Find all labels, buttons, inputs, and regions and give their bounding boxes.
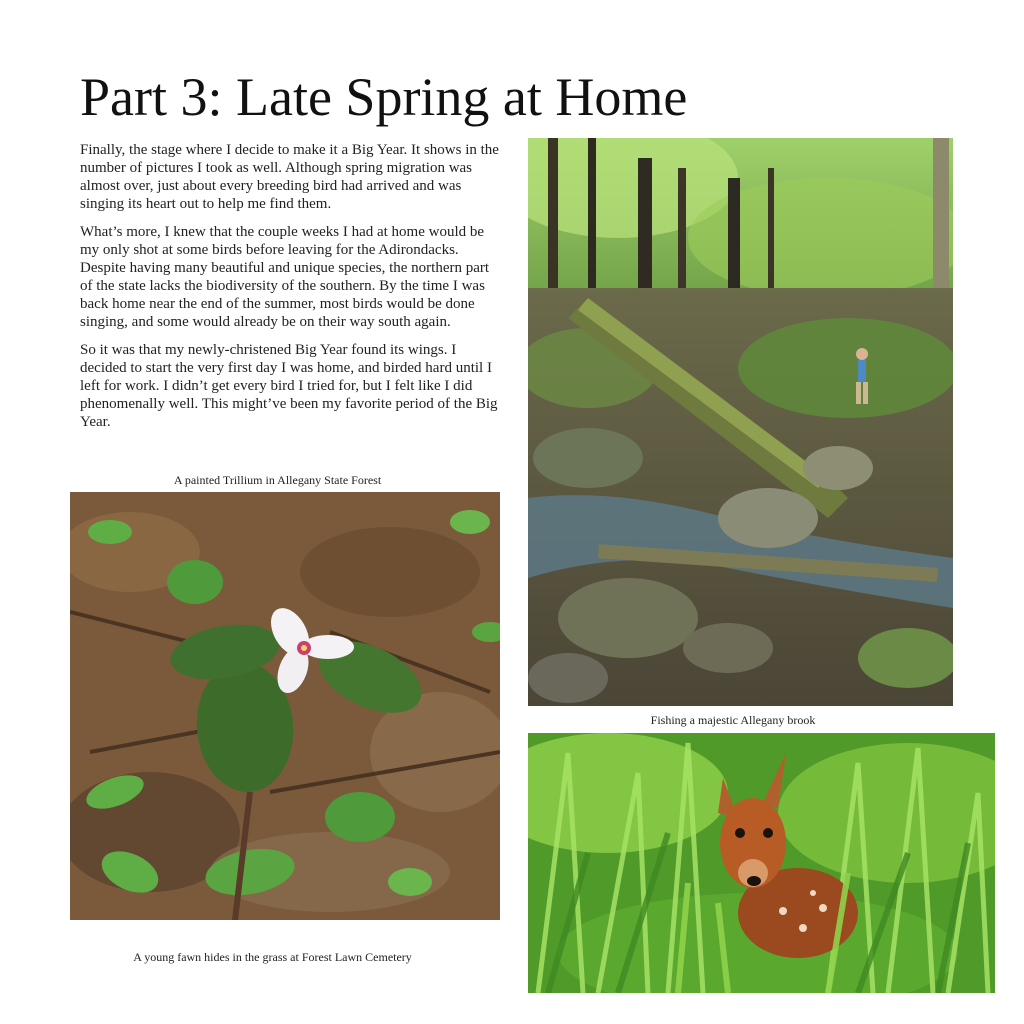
page-title: Part 3: Late Spring at Home — [80, 67, 688, 127]
paragraph-3: So it was that my newly-christened Big Year found its wings. I decided to start the very first day I was home, and birded hard until I left for work. I didn’t get every bird I tried for, but I felt like I did phenomenally well. This might’ve been my favorite period of the Big Year. — [80, 342, 498, 430]
body-text — [80, 141, 505, 441]
fawn-photo — [528, 733, 995, 993]
paragraph-1: Finally, the stage where I decide to make it a Big Year. It shows in the number of pictures I took as well. Although spring migration was almost over, just about every breeding bird had arrived and was singing its heart out to help me find them. — [80, 142, 499, 212]
trillium-photo — [70, 492, 500, 920]
fawn-caption: A young fawn hides in the grass at Forest Lawn Cemetery — [133, 950, 412, 964]
brook-caption: Fishing a majestic Allegany brook — [650, 713, 816, 727]
brook-photo — [528, 138, 953, 706]
paragraph-2: What’s more, I knew that the couple weeks I had at home would be my only shot at some birds before leaving for the Adirondacks. Despite having many beautiful and unique species, the northern part of the state lacks the biodiversity of the southern. By the time I was back home near the end of the summer, most birds would be done singing, and some would already be on their way south again. — [80, 224, 490, 330]
trillium-caption: A painted Trillium in Allegany State Forest — [173, 473, 382, 487]
